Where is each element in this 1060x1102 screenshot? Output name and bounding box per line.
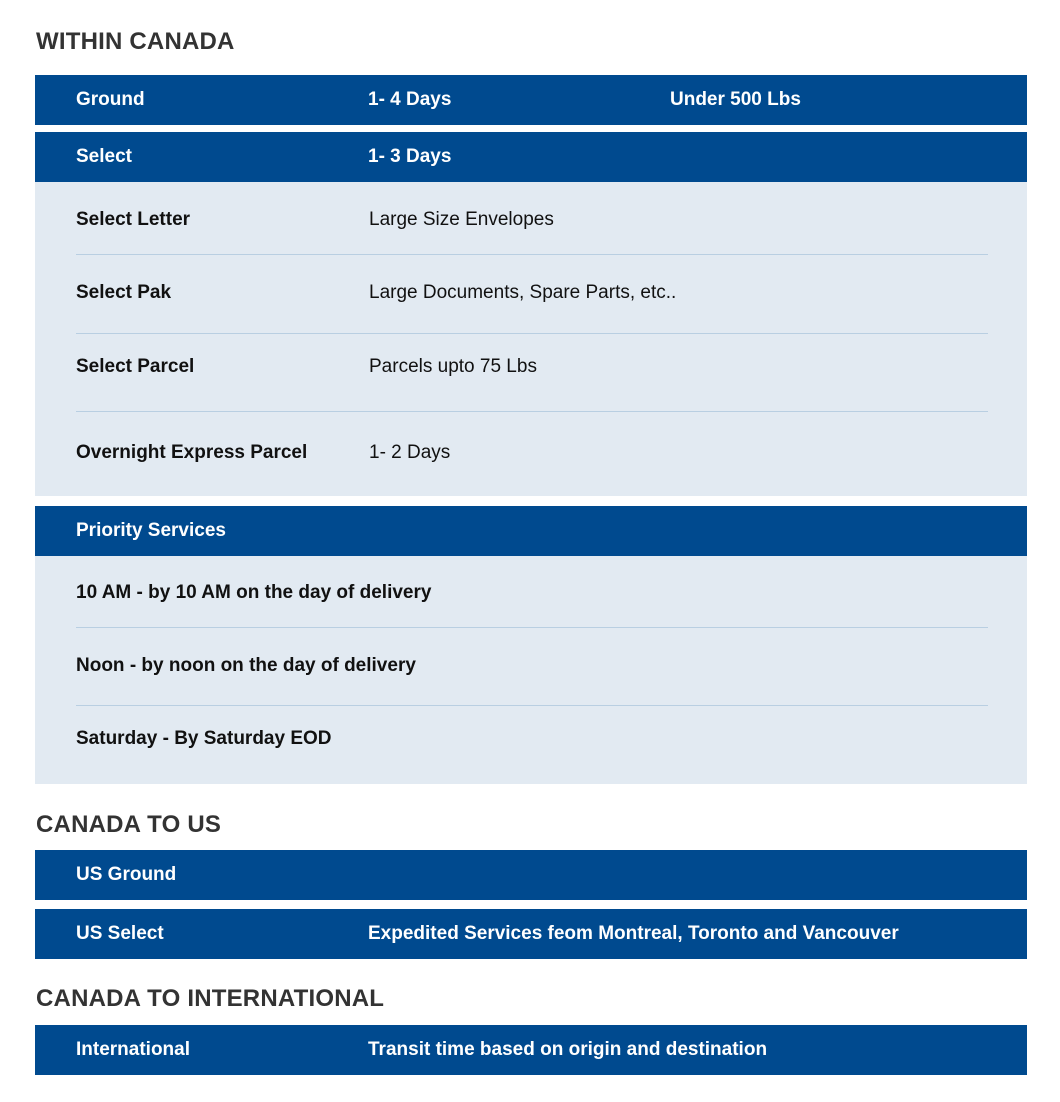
select-item-name: Select Letter xyxy=(76,209,191,230)
row-divider xyxy=(76,254,988,255)
section-title-within-canada: WITHIN CANADA xyxy=(36,28,235,55)
priority-services-title: Priority Services xyxy=(76,520,226,541)
priority-services-bar xyxy=(35,506,1027,556)
priority-item-text: 10 AM - by 10 AM on the day of delivery xyxy=(76,582,432,603)
international-desc: Transit time based on origin and destination xyxy=(368,1039,768,1060)
us-select-desc: Expedited Services feom Montreal, Toronto and Vancouver xyxy=(368,923,899,944)
select-name: Select xyxy=(76,146,132,167)
ground-time: 1- 4 Days xyxy=(368,89,452,110)
select-service-bar xyxy=(35,132,1027,182)
select-time: 1- 3 Days xyxy=(368,146,452,167)
us-ground-bar xyxy=(35,850,1027,900)
ground-service-bar xyxy=(35,75,1027,125)
us-select-bar xyxy=(35,909,1027,959)
international-name: International xyxy=(76,1039,191,1060)
row-divider xyxy=(76,705,988,706)
priority-item-text: Noon - by noon on the day of delivery xyxy=(76,655,416,676)
international-bar xyxy=(35,1025,1027,1075)
row-divider xyxy=(76,627,988,628)
select-item-name: Overnight Express Parcel xyxy=(76,442,308,463)
us-ground-name: US Ground xyxy=(76,864,177,885)
priority-services-panel xyxy=(35,556,1027,784)
select-item-desc: Large Size Envelopes xyxy=(369,209,554,230)
us-select-name: US Select xyxy=(76,923,164,944)
section-title-canada-to-us: CANADA TO US xyxy=(36,811,222,838)
select-item-desc: Large Documents, Spare Parts, etc.. xyxy=(369,282,677,303)
select-details-panel xyxy=(35,182,1027,496)
select-item-name: Select Parcel xyxy=(76,356,195,377)
priority-item-text: Saturday - By Saturday EOD xyxy=(76,728,332,749)
row-divider xyxy=(76,333,988,334)
row-divider xyxy=(76,411,988,412)
section-title-canada-to-international: CANADA TO INTERNATIONAL xyxy=(36,985,385,1012)
select-item-desc: Parcels upto 75 Lbs xyxy=(369,356,537,377)
ground-name: Ground xyxy=(76,89,145,110)
select-item-name: Select Pak xyxy=(76,282,172,303)
ground-weight-note: Under 500 Lbs xyxy=(670,89,801,110)
select-item-desc: 1- 2 Days xyxy=(369,442,451,463)
